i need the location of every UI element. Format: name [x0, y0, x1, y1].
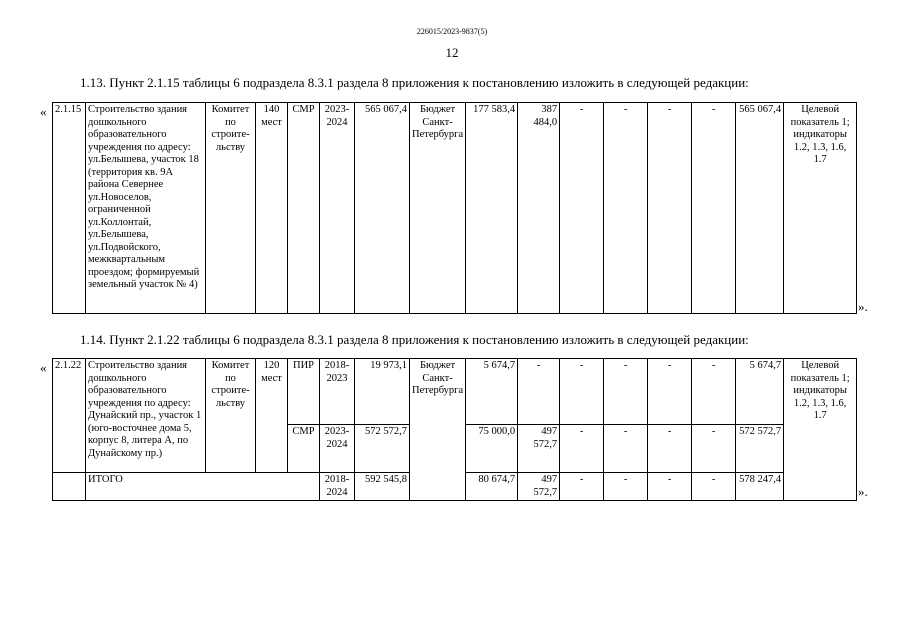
funding-source: Бюджет Санкт-Петербурга — [410, 103, 466, 314]
open-quote-1: « — [40, 104, 47, 119]
year-4-value: - — [604, 473, 648, 501]
committee: Комитет по строите-льству — [206, 359, 256, 473]
year-2-value: 497 572,7 — [518, 425, 560, 473]
document-number: 226015/2023-9837(5) — [416, 27, 488, 36]
total-cost: 592 545,8 — [355, 473, 410, 501]
open-quote-2: « — [40, 360, 47, 375]
year-1-value: 5 674,7 — [466, 359, 518, 425]
total-row-spacer — [53, 473, 86, 501]
year-3-value: - — [560, 359, 604, 425]
year-3-value: - — [560, 103, 604, 314]
table-row — [53, 103, 857, 314]
funding-source: Бюджет Санкт-Петербурга — [410, 359, 466, 501]
year-6-value: - — [692, 359, 736, 425]
committee: Комитет по строите-льству — [206, 103, 256, 314]
year-4-value: - — [604, 425, 648, 473]
year-3-value: - — [560, 473, 604, 501]
total-label: ИТОГО — [86, 473, 320, 501]
year-5-value: - — [648, 103, 692, 314]
sum-value: 578 247,4 — [736, 473, 784, 501]
year-5-value: - — [648, 425, 692, 473]
total-cost: 565 067,4 — [355, 103, 410, 314]
year-6-value: - — [692, 473, 736, 501]
year-2-value: - — [518, 359, 560, 425]
page-number: 12 — [445, 45, 459, 60]
capacity: 140 мест — [256, 103, 288, 314]
row-number: 2.1.22 — [53, 359, 86, 473]
year-5-value: - — [648, 359, 692, 425]
work-type: ПИР — [288, 359, 320, 425]
section-2-heading: 1.14. Пункт 2.1.22 таблицы 6 подраздела 8.3.1 раздела 8 приложения к постановлению изложить в следующей редакции: — [80, 332, 749, 347]
table-item-2-1-22 — [52, 358, 857, 501]
object-name: Строительство здания дошкольного образовательного учреждения по адресу: Дунайский пр., участок 1 (юго-восточнее дома 5, корпус 8, литера А, по Дунайскому пр.) — [86, 359, 206, 473]
year-5-value: - — [648, 473, 692, 501]
period: 2023-2024 — [320, 103, 355, 314]
year-4-value: - — [604, 359, 648, 425]
period: 2023-2024 — [320, 425, 355, 473]
work-type: СМР — [288, 103, 320, 314]
indicator: Целевой показатель 1; индикаторы 1.2, 1.3, 1.6, 1.7 — [784, 359, 857, 501]
work-type: СМР — [288, 425, 320, 473]
year-1-value: 75 000,0 — [466, 425, 518, 473]
object-name: Строительство здания дошкольного образовательного учреждения по адресу: ул.Белышева, участок 18 (территория кв. 9А района Севернее ул.Новоселов, ограниченной ул.Коллонтай, ул.Белышева, ул.Подвойского, межквартальным проездом; формируемый земельный участок № 4) — [86, 103, 206, 314]
year-2-value: 387 484,0 — [518, 103, 560, 314]
period: 2018-2024 — [320, 473, 355, 501]
sum-value: 5 674,7 — [736, 359, 784, 425]
year-2-value: 497 572,7 — [518, 473, 560, 501]
table-row — [53, 359, 857, 425]
sum-value: 565 067,4 — [736, 103, 784, 314]
year-1-value: 177 583,4 — [466, 103, 518, 314]
capacity: 120 мест — [256, 359, 288, 473]
sum-value: 572 572,7 — [736, 425, 784, 473]
total-cost: 19 973,1 — [355, 359, 410, 425]
year-4-value: - — [604, 103, 648, 314]
indicator: Целевой показатель 1; индикаторы 1.2, 1.3, 1.6, 1.7 — [784, 103, 857, 314]
year-3-value: - — [560, 425, 604, 473]
year-1-value: 80 674,7 — [466, 473, 518, 501]
period: 2018-2023 — [320, 359, 355, 425]
table-item-2-1-15 — [52, 102, 857, 314]
year-6-value: - — [692, 103, 736, 314]
row-number: 2.1.15 — [53, 103, 86, 314]
total-cost: 572 572,7 — [355, 425, 410, 473]
year-6-value: - — [692, 425, 736, 473]
close-quote-1: ». — [858, 299, 868, 314]
section-1-heading: 1.13. Пункт 2.1.15 таблицы 6 подраздела 8.3.1 раздела 8 приложения к постановлению изложить в следующей редакции: — [80, 75, 749, 90]
close-quote-2: ». — [858, 484, 868, 499]
